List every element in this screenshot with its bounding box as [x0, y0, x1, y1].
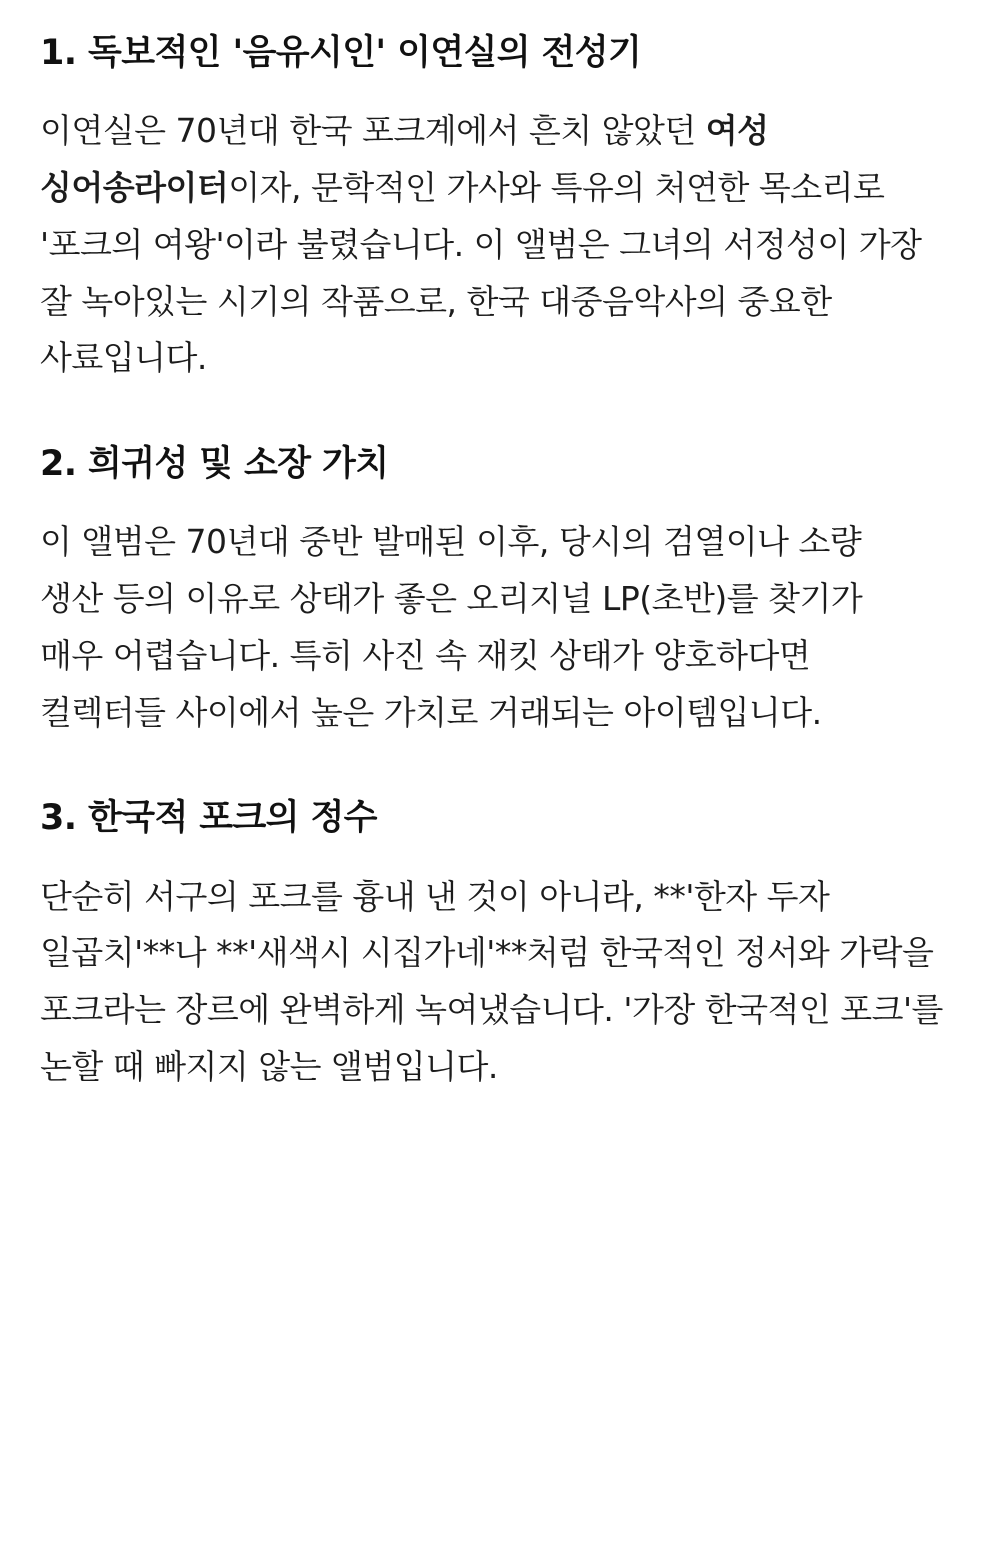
section-1: [40, 30, 960, 387]
section-3: [40, 795, 960, 1095]
section-1-body-lead: 이연실은 70년대 한국 포크계에서 흔치 않았던: [40, 111, 706, 151]
section-1-body: [40, 103, 945, 387]
section-2-heading: 2. 희귀성 및 소장 가치: [40, 444, 389, 484]
section-2: [40, 441, 960, 741]
section-1-body-rest: 이자, 문학적인 가사와 특유의 처연한 목소리로 '포크의 여왕'이라 불렸습니다. 이 앨범은 그녀의 서정성이 가장 잘 녹아있는 시기의 작품으로, 한국 대중음악사의 중요한 사료입니다.: [40, 168, 922, 378]
section-1-body-emphasis: 여성 싱어송라이터: [40, 111, 769, 207]
section-3-body: 단순히 서구의 포크를 흉내 낸 것이 아니라, **'한자 두자 일곱치'**나 **'새색시 시집가네'**처럼 한국적인 정서와 가락을 포크라는 장르에 완벽하게 녹여냈습니다. '가장 한국적인 포크'를 논할 때 빠지지 않는 앨범입니다.: [40, 876, 943, 1086]
section-3-heading: 3. 한국적 포크의 정수: [40, 798, 377, 839]
section-1-heading: 1. 독보적인 '음유시인' 이연실의 전성기: [40, 33, 642, 73]
section-2-body: 이 앨범은 70년대 중반 발매된 이후, 당시의 검열이나 소량 생산 등의 이유로 상태가 좋은 오리지널 LP(초반)를 찾기가 매우 어렵습니다. 특히 사진 속 재킷 상태가 양호하다면 컬렉터들 사이에서 높은 가치로 거래되는 아이템입니다.: [40, 522, 863, 732]
